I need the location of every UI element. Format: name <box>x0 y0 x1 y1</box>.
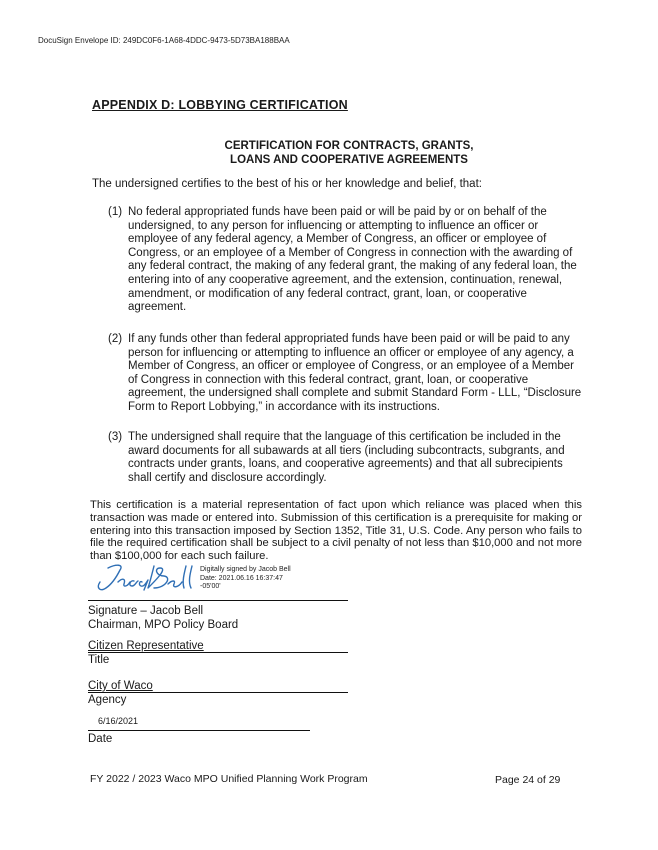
agency-value: City of Waco <box>88 680 153 692</box>
digital-signature-stamp <box>200 566 291 592</box>
digital-signed-date: Date: 2021.06.16 16:37:47 <box>200 574 283 582</box>
clause-text: If any funds other than federal appropriated funds have been paid or will be paid to any person for influencing or attempting to influence an officer or employee of any agency, a Member of Congress, an officer or employee of Congress, or an employee of a Member of Congress in connection with this federal contract, grant, loan, or cooperative agreement, the undersigned shall complete and submit Standard Form - LLL, “Disclosure Form to Report Lobbying,” in accordance with its instructions. <box>128 333 582 413</box>
handwritten-signature <box>94 560 198 596</box>
date-line <box>88 730 310 731</box>
title-field <box>88 639 204 667</box>
agency-label: Agency <box>88 694 127 706</box>
digital-signed-offset: -05'00' <box>200 583 221 591</box>
clause-text: The undersigned shall require that the language of this certification be included in the award documents for all subawards at all tiers (including subcontracts, subgrants, and contracts under grants, loans, and cooperative agreements) and that all subrecipients shall certify and disclosure accordingly. <box>128 431 565 484</box>
date-value: 6/16/2021 <box>98 716 139 726</box>
clause-1 <box>108 206 584 315</box>
clause-3 <box>108 431 584 485</box>
intro-statement: The undersigned certifies to the best of his or her knowledge and belief, that: <box>92 178 482 190</box>
digital-signed-by: Digitally signed by Jacob Bell <box>200 566 291 573</box>
agency-field <box>88 679 153 707</box>
certification-title-line1: CERTIFICATION FOR CONTRACTS, GRANTS, <box>224 140 474 152</box>
clause-number: (1) <box>108 206 123 218</box>
certification-title <box>0 139 658 167</box>
title-value: Citizen Representative <box>88 640 204 652</box>
signatory-position: Chairman, MPO Policy Board <box>88 619 239 631</box>
clause-2 <box>108 333 584 415</box>
signature-line <box>88 600 348 601</box>
docusign-envelope-id: DocuSign Envelope ID: 249DC0F6-1A68-4DDC-9473-5D73BA188BAA <box>38 36 290 45</box>
footer-page-number: Page 24 of 29 <box>495 774 561 786</box>
signature-label: Signature – Jacob Bell <box>88 605 204 617</box>
certification-title-line2: LOANS AND COOPERATIVE AGREEMENTS <box>230 154 468 166</box>
footer-program: FY 2022 / 2023 Waco MPO Unified Planning Work Program <box>90 773 368 785</box>
agency-line <box>88 692 348 693</box>
clause-number: (2) <box>108 333 123 345</box>
appendix-title: APPENDIX D: LOBBYING CERTIFICATION <box>92 98 348 112</box>
date-label: Date <box>88 733 113 745</box>
clause-text: No federal appropriated funds have been paid or will be paid by or on behalf of the undersigned, to any person for influencing or attempting to influence an officer or employee of any federal agency, a Member of Congress, an officer or employee of Congress, or an employee of a Member of Congress in connection with the awarding of any federal contract, the making of any federal grant, the making of any federal loan, the entering into of any cooperative agreement, and the extension, continuation, renewal, amendment, or modification of any federal contract, grant, loan, or cooperative agreement. <box>128 206 577 314</box>
title-line <box>88 652 348 653</box>
title-label: Title <box>88 654 110 666</box>
closing-statement: This certification is a material representation of fact upon which reliance was placed when this transaction was made or entered into. Submission of this certification is a prerequisite for making or entering into this transaction imposed by Section 1352, Title 31, U.S. Code. Any person who fails to file the required certification shall be subject to a civil penalty of not less than $10,000 and not more than $100,000 for each such failure. <box>90 499 582 563</box>
clause-number: (3) <box>108 431 123 443</box>
signature-block <box>88 604 238 632</box>
